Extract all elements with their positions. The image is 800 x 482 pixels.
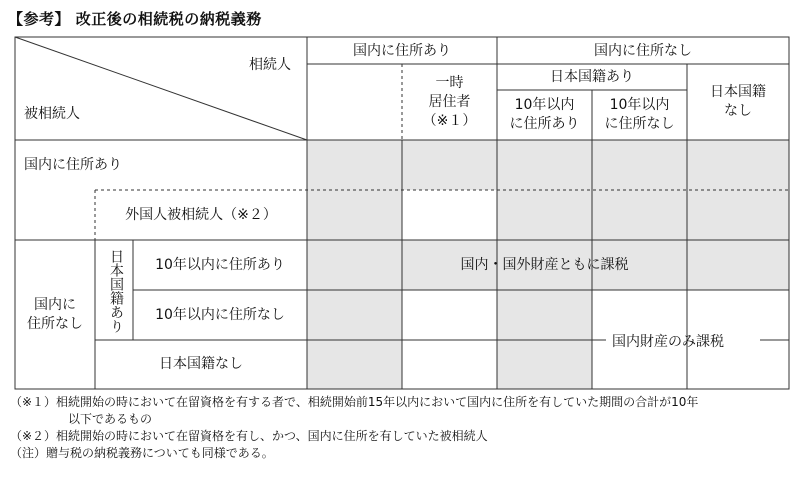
header-heir: 相続人 xyxy=(249,56,291,73)
row-within10-no: 10年以内に住所なし xyxy=(155,306,285,323)
note-1: （※１）相続開始の時において在留資格を有する者で、相続開始前15年以内において国内に住所を有していた期間の合計が10年 xyxy=(10,395,699,409)
row-within10-yes: 10年以内に住所あり xyxy=(155,256,285,273)
header-within10-yes: 10年以内 に住所あり xyxy=(509,97,580,132)
note-3: （注）贈与税の納税義務についても同様である。 xyxy=(10,446,274,460)
header-domestic-yes: 国内に住所あり xyxy=(353,42,451,59)
shaded-cell xyxy=(497,290,592,340)
header-within10-no: 10年以内 に住所なし xyxy=(604,97,675,132)
header-temporary-resident: 一時 居住者 （※１） xyxy=(422,74,477,129)
header-decedent: 被相続人 xyxy=(24,105,80,122)
label-all-assets: 国内・国外財産ともに課税 xyxy=(460,256,629,273)
row-domestic-no: 国内に 住所なし xyxy=(27,296,83,332)
shaded-cell xyxy=(497,190,789,240)
shaded-cell xyxy=(497,340,592,389)
row-foreign-decedent: 外国人被相続人（※２） xyxy=(125,206,277,223)
shaded-cell xyxy=(307,290,402,340)
shaded-cell xyxy=(307,140,789,190)
page-title: 【参考】 改正後の相続税の納税義務 xyxy=(8,10,262,28)
notes xyxy=(10,394,790,462)
note-1-continued: 以下であるもの xyxy=(68,412,153,426)
header-japanese-yes: 日本国籍あり xyxy=(550,68,634,85)
note-2: （※２）相続開始の時において在留資格を有し、かつ、国内に住所を有していた被相続人 xyxy=(10,429,488,443)
shaded-cell xyxy=(307,190,402,240)
shaded-cell xyxy=(307,340,402,389)
row-domestic-yes: 国内に住所あり xyxy=(24,156,122,173)
header-domestic-no: 国内に住所なし xyxy=(594,42,692,59)
label-domestic-only: 国内財産のみ課税 xyxy=(612,334,724,350)
row-japanese-vertical: 日本国籍あり xyxy=(108,249,124,333)
row-japanese-no: 日本国籍なし xyxy=(159,356,243,372)
header-japanese-no: 日本国籍 なし xyxy=(710,84,766,119)
